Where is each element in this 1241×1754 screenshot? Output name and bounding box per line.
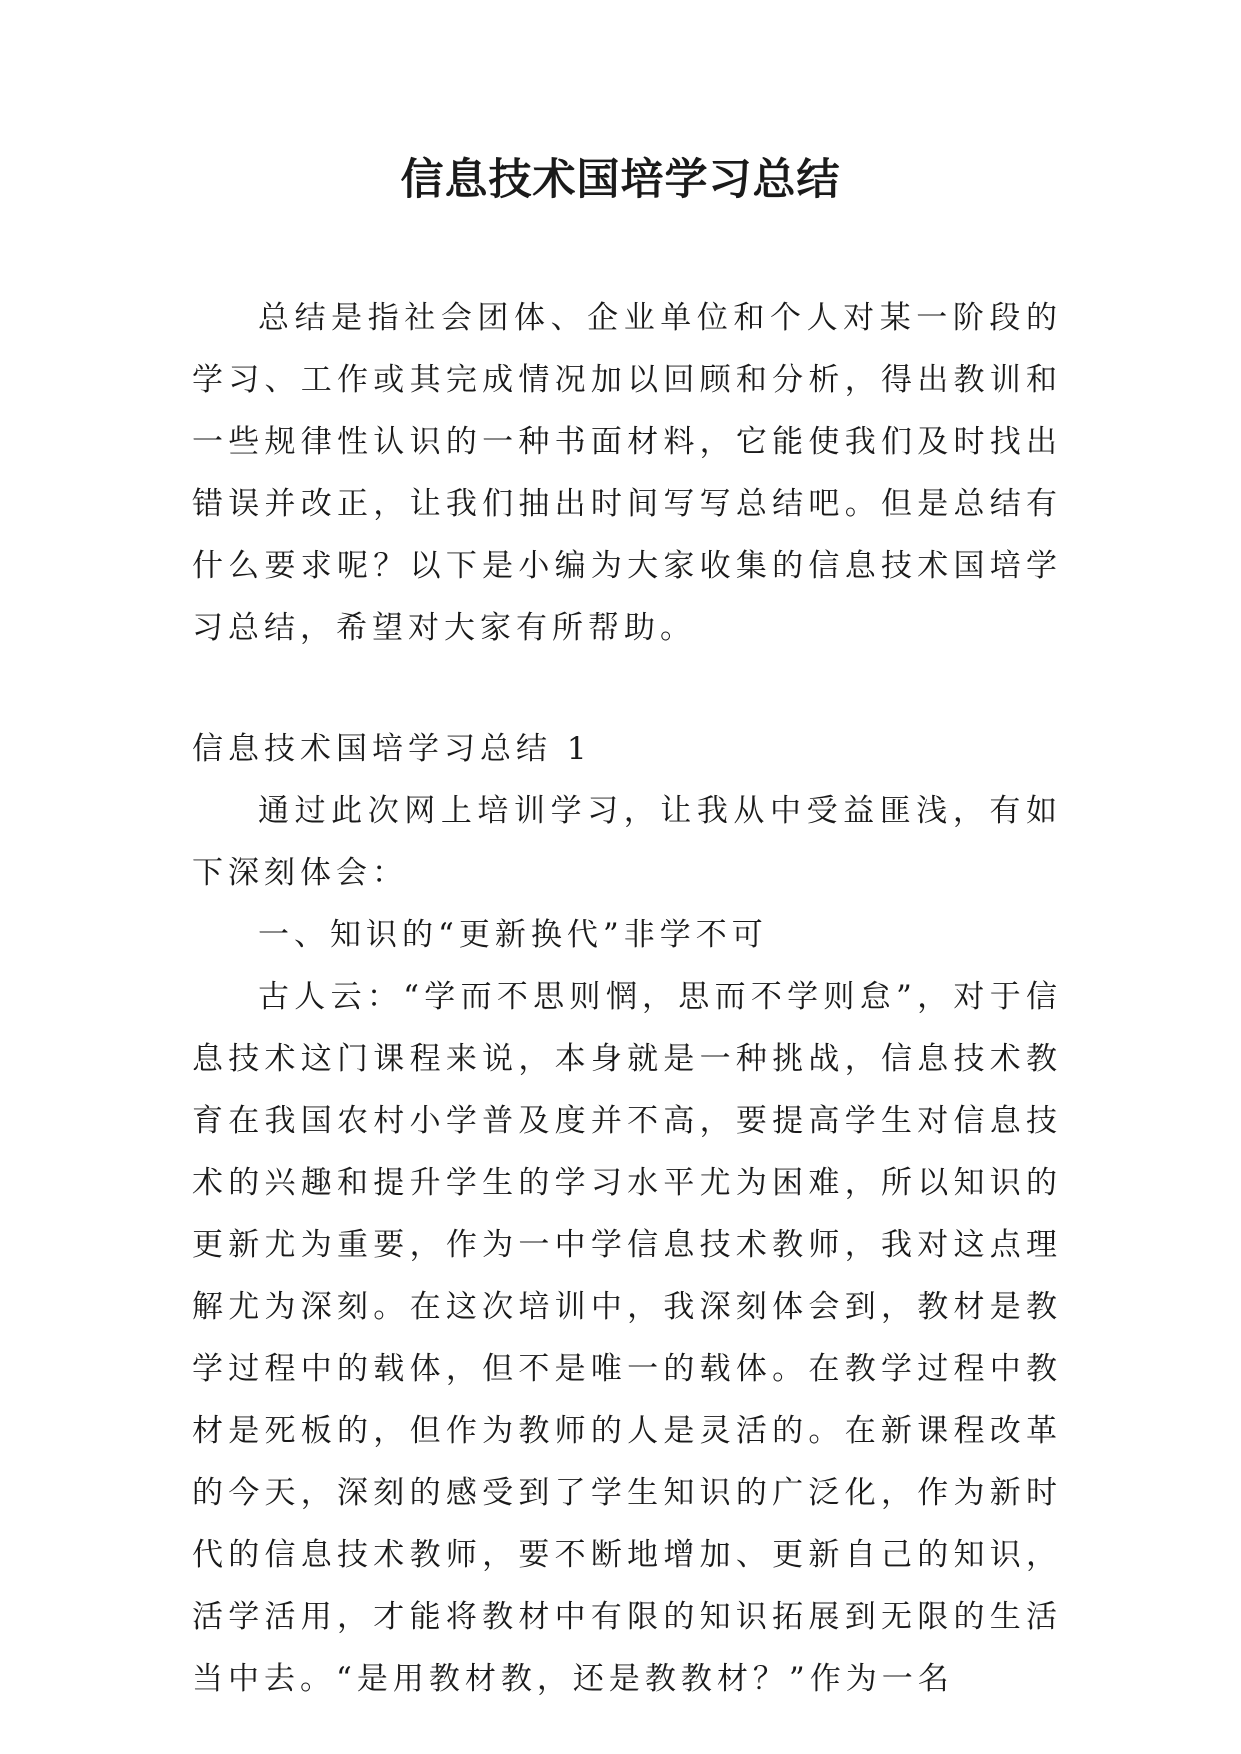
body-paragraph-1: 通过此次网上培训学习，让我从中受益匪浅，有如下深刻体会：: [192, 793, 1062, 891]
document-body: [192, 287, 1062, 1710]
subheading-1: 一、知识的“更新换代”非学不可: [258, 917, 768, 953]
document-title: 信息技术国培学习总结: [400, 155, 841, 205]
body-paragraph-2: 古人云：“学而不思则惘，思而不学则怠”，对于信息技术这门课程来说，本身就是一种挑战，信息技术教育在我国农村小学普及度并不高，要提高学生对信息技术的兴趣和提升学生的学习水平尤为困难，所以知识的更新尤为重要，作为一中学信息技术教师，我对这点理解尤为深刻。在这次培训中，我深刻体会到，教材是教学过程中的载体，但不是唯一的载体。在教学过程中教材是死板的，但作为教师的人是灵活的。在新课程改革的今天，深刻的感受到了学生知识的广泛化，作为新时代的信息技术教师，要不断地增加、更新自己的知识，活学活用，才能将教材中有限的知识拓展到无限的生活当中去。“是用教材教，还是教教材？”作为一名: [192, 979, 1062, 1697]
paragraph-spacer: [192, 659, 1062, 718]
intro-paragraph: 总结是指社会团体、企业单位和个人对某一阶段的学习、工作或其完成情况加以回顾和分析，得出教训和一些规律性认识的一种书面材料，它能使我们及时找出错误并改正，让我们抽出时间写写总结吧。但是总结有什么要求呢？以下是小编为大家收集的信息技术国培学习总结，希望对大家有所帮助。: [192, 300, 1062, 646]
section-heading: 信息技术国培学习总结 1: [192, 731, 592, 767]
